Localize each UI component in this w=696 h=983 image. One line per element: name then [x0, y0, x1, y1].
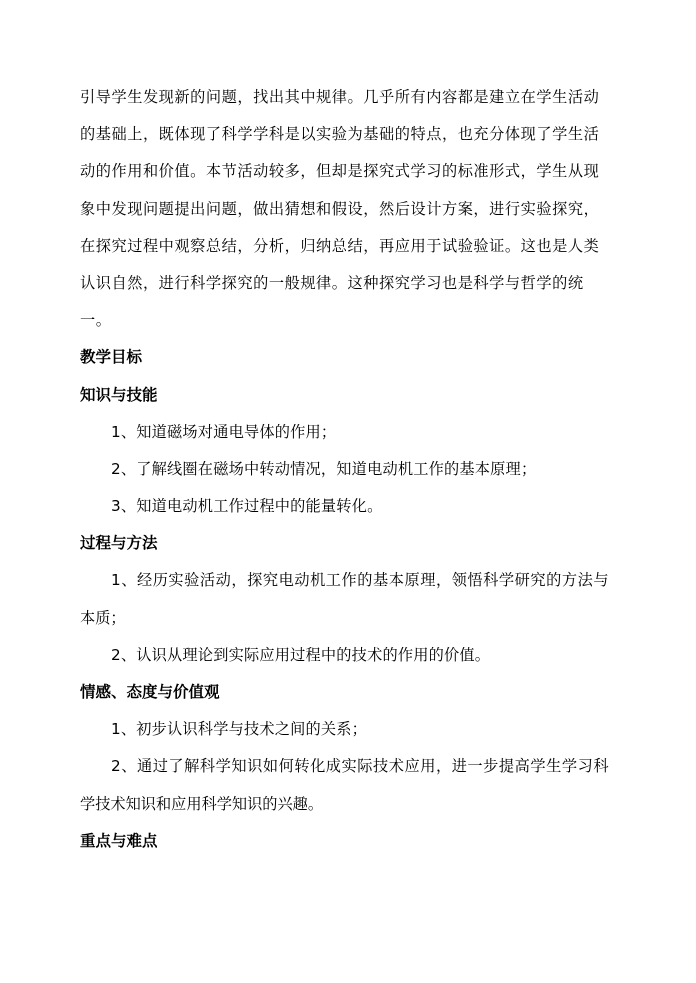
- list-item: 1、初步认识科学与技术之间的关系；: [111, 720, 368, 739]
- list-item: 3、知道电动机工作过程中的能量转化。: [111, 497, 383, 516]
- intro-paragraph-line: 一。: [80, 311, 112, 330]
- heading-knowledge-skills: 知识与技能: [80, 385, 158, 404]
- heading-process-methods: 过程与方法: [80, 534, 158, 553]
- intro-paragraph-line: 的基础上，既体现了科学学科是以实验为基础的特点，也充分体现了学生活: [80, 125, 600, 144]
- intro-paragraph-line: 引导学生发现新的问题，找出其中规律。几乎所有内容都是建立在学生活动: [80, 88, 600, 106]
- list-item: 2、了解线圈在磁场中转动情况，知道电动机工作的基本原理；: [111, 459, 537, 478]
- intro-paragraph-line: 动的作用和价值。本节活动较多，但却是探究式学习的标准形式，学生从现: [80, 162, 600, 181]
- list-item-continuation: 学技术知识和应用科学知识的兴趣。: [80, 794, 323, 813]
- list-item: 1、经历实验活动，探究电动机工作的基本原理，领悟科学研究的方法与: [111, 571, 610, 590]
- heading-key-difficult-points: 重点与难点: [80, 831, 158, 850]
- list-item: 2、认识从理论到实际应用过程中的技术的作用的价值。: [111, 645, 491, 664]
- intro-paragraph-line: 认识自然，进行科学探究的一般规律。这种探究学习也是科学与哲学的统: [80, 273, 584, 292]
- heading-emotion-values: 情感、态度与价值观: [80, 683, 220, 701]
- document-page: [80, 79, 625, 860]
- list-item: 2、通过了解科学知识如何转化成实际技术应用，进一步提高学生学习科: [111, 757, 610, 776]
- list-item-continuation: 本质；: [80, 608, 126, 627]
- intro-paragraph-line: 在探究过程中观察总结，分析，归纳总结，再应用于试验验证。这也是人类: [80, 236, 600, 255]
- heading-teaching-goals: 教学目标: [80, 348, 143, 367]
- list-item: 1、知道磁场对通电导体的作用；: [111, 422, 337, 441]
- intro-paragraph-line: 象中发现问题提出问题，做出猜想和假设，然后设计方案，进行实验探究，: [80, 199, 600, 218]
